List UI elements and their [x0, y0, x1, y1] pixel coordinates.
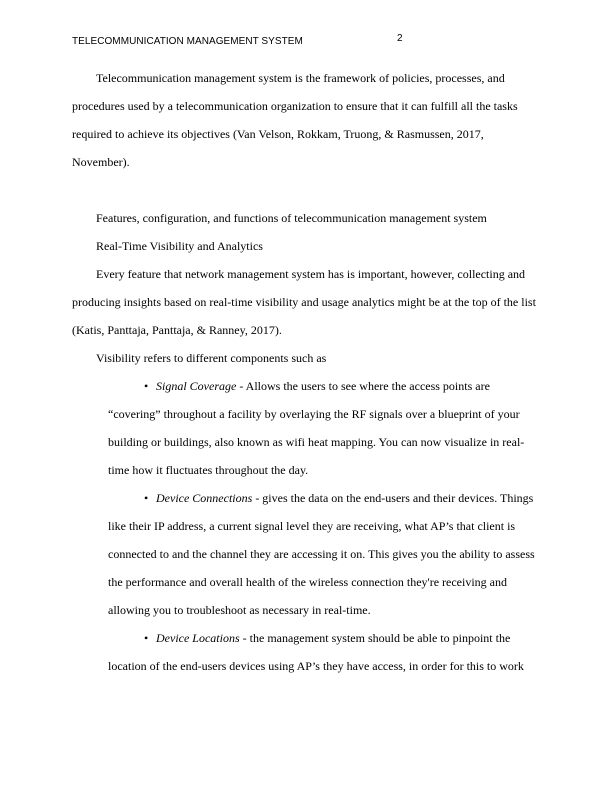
bullet-term: Device Locations — [156, 631, 240, 645]
bullet-icon: • — [144, 379, 149, 393]
blank-line — [72, 176, 540, 204]
bullet-icon: • — [144, 491, 149, 505]
intro-paragraph: Telecommunication management system is the framework of policies, processes, and procedures used by a telecommunication organization to ensure that it can fulfill all the tasks required to achieve its objectives (Van Velson, Rokkam, Truong, & Rasmussen, 2017, November). — [72, 71, 518, 169]
section-heading: Features, configuration, and functions of telecommunication management system — [96, 211, 487, 225]
list-item — [72, 624, 540, 680]
running-head: TELECOMMUNICATION MANAGEMENT SYSTEM — [72, 36, 303, 47]
bullet-icon: • — [144, 631, 149, 645]
bullet-text: - Allows the users to see where the access points are “covering” throughout a facility by overlaying the RF signals over a blueprint of your building or buildings, also known as wifi heat mapping. You can now visualize in real-time how it fluctuates throughout the day. — [108, 379, 525, 477]
list-item — [72, 372, 540, 484]
page-number: 2 — [397, 33, 403, 44]
list-item — [72, 484, 540, 624]
feature-paragraph: Every feature that network management system has is important, however, collecting and producing insights based on real-time visibility and usage analytics might be at the top of the list (Katis, Panttaja, Panttaja, & Ranney, 2017). — [72, 267, 536, 337]
bullet-term: Signal Coverage — [156, 379, 237, 393]
subheading: Real-Time Visibility and Analytics — [96, 239, 263, 253]
bullet-term: Device Connections — [156, 491, 253, 505]
page-header — [72, 33, 540, 52]
visibility-intro: Visibility refers to different components such as — [96, 351, 327, 365]
bullet-text: - the management system should be able to pinpoint the location of the end-users devices using AP’s they have access, in order for this to work — [108, 631, 524, 673]
document-body — [72, 64, 540, 680]
bullet-text: - gives the data on the end-users and their devices. Things like their IP address, a current signal level they are receiving, what AP’s that client is connected to and the channel they are accessing it on. This gives you the ability to assess the performance and overall health of the wireless connection they're receiving and allowing you to troubleshoot as necessary in real-time. — [108, 491, 535, 617]
